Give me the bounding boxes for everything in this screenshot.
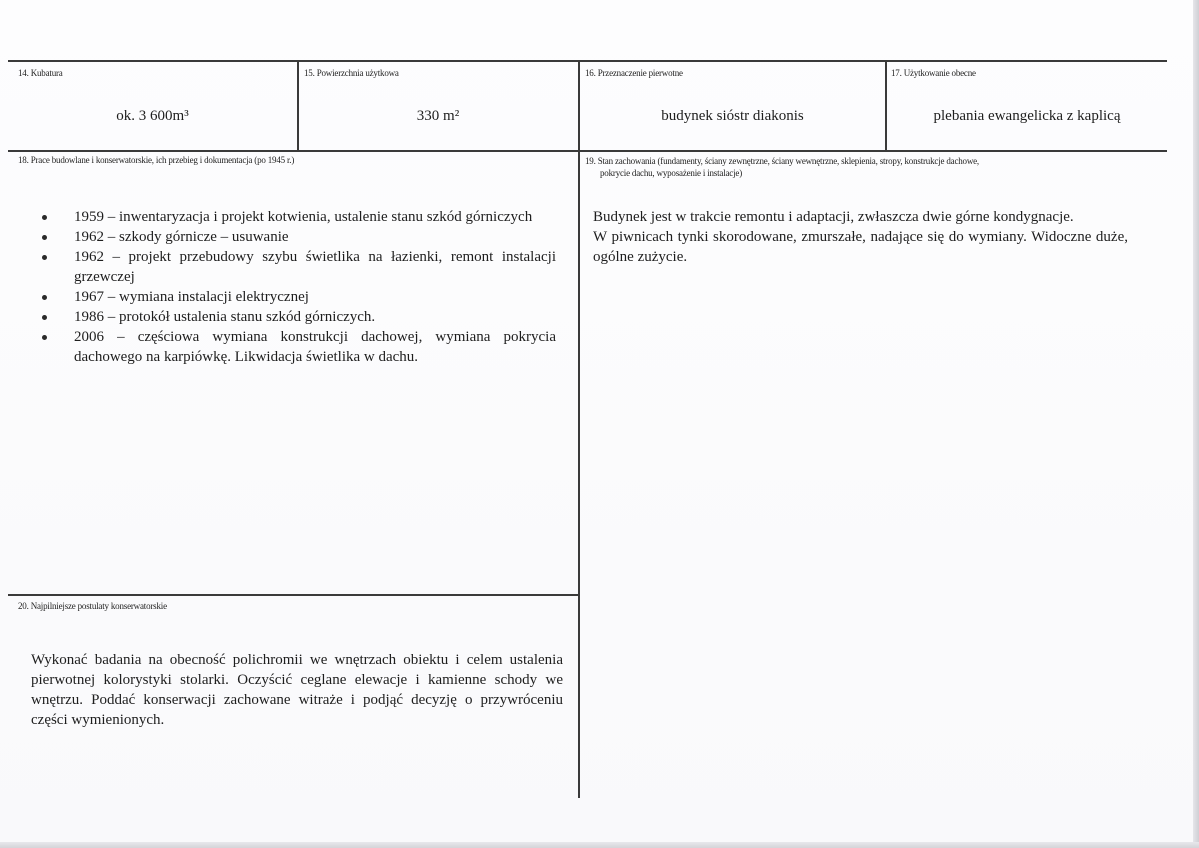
list-item-text: 1962 – szkody górnicze – usuwanie (74, 229, 289, 245)
field-15-value: 330 m² (416, 108, 460, 124)
section-18-label: 18. Prace budowlane i konserwatorskie, ich przebieg i dokumentacja (po 1945 r.) (18, 155, 295, 165)
mid-rule (8, 150, 1167, 152)
list-item-text: 1959 – inwentaryzacja i projekt kotwienia, ustalenie stanu szkód górniczych (74, 209, 533, 225)
list-item (42, 207, 556, 227)
bullet-icon (42, 315, 47, 320)
section-19-label-line1: 19. Stan zachowania (fundamenty, ściany zewnętrzne, ściany wewnętrzne, sklepienia, stropy, konstrukcje dachowe, (585, 156, 979, 166)
section-20-rule (8, 594, 579, 596)
page-edge-right (1193, 0, 1199, 848)
divider-16-17 (885, 60, 887, 151)
bullet-icon (42, 295, 47, 300)
postulates-text: Wykonać badania na obecność polichromii we wnętrzach obiektu i celem ustalenia pierwotnej kolorystyki stolarki. Oczyścić ceglane elewacje i kamienne schody we wnętrzu. Poddać konserwacji zachowane witraże i podjąć decyzję o przywróceniu części wymienionych. (31, 652, 563, 728)
divider-15-16 (578, 60, 580, 151)
list-item (42, 307, 556, 327)
bullet-icon (42, 335, 47, 340)
divider-14-15 (297, 60, 299, 151)
field-16-label: 16. Przeznaczenie pierwotne (585, 68, 683, 78)
bullet-icon (42, 235, 47, 240)
bullet-icon (42, 255, 47, 260)
bullet-icon (42, 215, 47, 220)
field-17-value: plebania ewangelicka z kaplicą (933, 108, 1121, 124)
list-item (42, 227, 556, 247)
field-14-label: 14. Kubatura (18, 68, 63, 78)
list-item-text: 2006 – częściowa wymiana konstrukcji dachowej, wymiana pokrycia dachowego na karpiówkę. Likwidacja świetlika w dachu. (74, 329, 556, 365)
section-20-label: 20. Najpilniejsze postulaty konserwatorskie (18, 601, 167, 611)
list-item-text: 1962 – projekt przebudowy szybu świetlika na łazienki, remont instalacji grzewczej (74, 249, 556, 285)
center-vertical-rule (578, 150, 580, 798)
condition-paragraph-1: Budynek jest w trakcie remontu i adaptacji, zwłaszcza dwie górne kondygnacje. (593, 209, 1074, 225)
list-item-text: 1986 – protokół ustalenia stanu szkód górniczych. (74, 309, 376, 325)
list-item-text: 1967 – wymiana instalacji elektrycznej (74, 289, 309, 305)
section-19-label-line2: pokrycie dachu, wyposażenie i instalacje) (600, 168, 742, 178)
field-17-label: 17. Użytkowanie obecne (891, 68, 976, 78)
top-rule (8, 60, 1167, 62)
field-15-label: 15. Powierzchnia użytkowa (304, 68, 399, 78)
list-item (42, 287, 556, 307)
list-item (42, 327, 556, 367)
page-edge-bottom (0, 842, 1199, 848)
list-item (42, 247, 556, 287)
condition-text (593, 207, 1128, 267)
field-16-value: budynek sióstr diakonis (661, 108, 804, 124)
condition-paragraph-2: W piwnicach tynki skorodowane, zmurszałe, nadające się do wymiany. Widoczne duże, ogólne zużycie. (593, 229, 1128, 265)
field-14-value: ok. 3 600m³ (116, 108, 189, 124)
works-list (42, 207, 556, 367)
